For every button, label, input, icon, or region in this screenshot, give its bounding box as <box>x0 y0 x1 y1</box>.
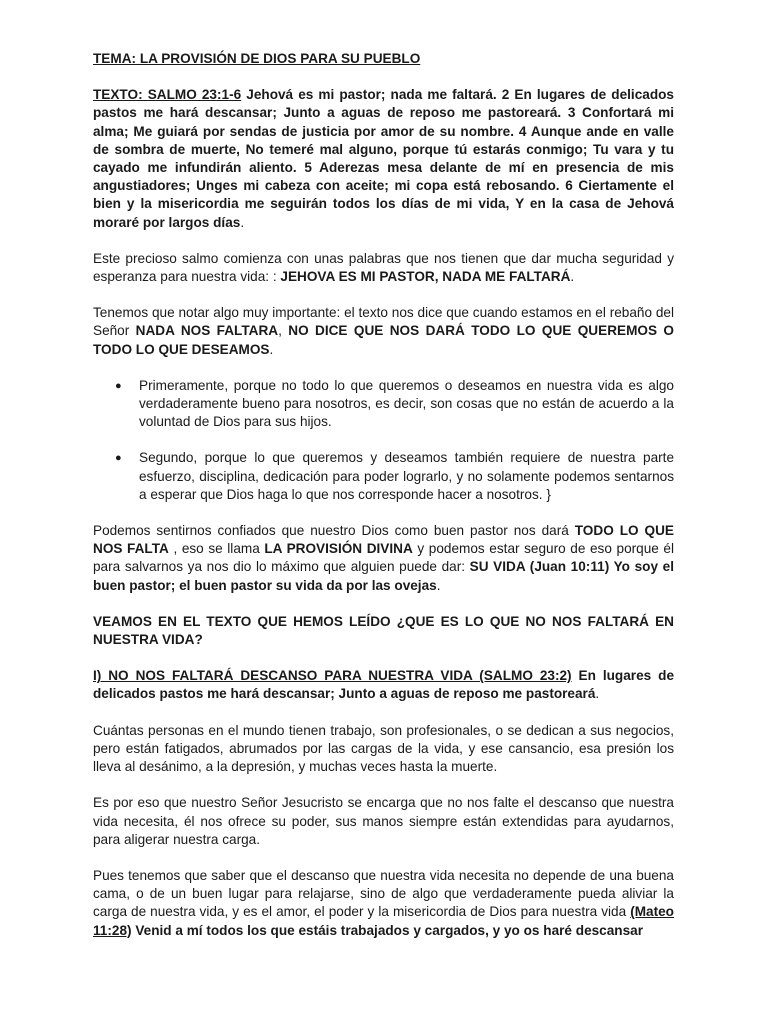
list-item <box>93 377 674 432</box>
notice-emphasis-1: NADA NOS FALTARA <box>135 323 279 339</box>
list-item-text: Primeramente, porque no todo lo que queremos o deseamos en nuestra vida es algo verdaderamente bueno para nosotros, es decir, son cosas que no están de acuerdo a la voluntad de Dios para sus hijos. <box>139 377 674 430</box>
notice-end: . <box>269 341 274 357</box>
notice-text-2: , <box>278 323 289 339</box>
intro-emphasis: JEHOVA ES MI PASTOR, NADA ME FALTARÁ <box>280 269 571 285</box>
provision-emphasis-3: SU VIDA (Juan 10:11) Yo soy el buen pastor; el buen pastor su vida da por las ovejas <box>93 559 674 593</box>
section-1-quote: En lugares de delicados pastos me hará descansar; Junto a aguas de reposo me pastoreará <box>93 668 675 702</box>
provision-paragraph <box>93 522 674 595</box>
main-text-paragraph <box>93 86 674 232</box>
list-item <box>93 449 674 504</box>
intro-paragraph <box>93 250 674 286</box>
sermon-theme-heading <box>93 50 674 68</box>
list-item-text: Segundo, porque lo que queremos y deseamos también requiere de nuestra parte esfuerzo, disciplina, dedicación para poder lograrlo, y no solamente podemos sentarnos a esperar que Dios haga lo que nos corresponde hacer a nosotros. } <box>139 450 674 502</box>
section-1-paragraph <box>93 667 674 703</box>
relief-quote: Venid a mí todos los que estáis trabajados y cargados, y yo os haré descansar <box>131 922 644 938</box>
provision-text-3: y podemos estar seguro de eso porque él para salvarnos ya nos dio lo máximo que alguien puede dar: <box>93 541 675 575</box>
rest-paragraph: Es por eso que nuestro Señor Jesucristo se encarga que no nos falte el descanso que nuestra vida necesita, él nos ofrece su poder, sus manos siempre están extendidas para ayudarnos, para aligerar nuestra carga. <box>93 795 674 847</box>
main-text-end: . <box>240 214 245 230</box>
intro-end: . <box>570 269 575 285</box>
reasons-list <box>93 377 674 504</box>
bullet-icon: ● <box>115 452 122 465</box>
bullet-icon: ● <box>115 379 122 392</box>
provision-text-2: , eso se llama <box>168 541 265 557</box>
main-text-body: Jehová es mi pastor; nada me faltará. 2 En lugares de delicados pastos me hará descansar; Junto a aguas de reposo me pastoreará. 3 Confortará mi alma; Me guiará por sendas de justicia por amor de su nombre. 4 Aunque ande en valle de sombra de muerte, No temeré mal alguno, porque tú estarás conmigo; Tu vara y tu cayado me infundirán aliento. 5 Aderezas mesa delante de mí en presencia de mis angustiadores; Unges mi cabeza con aceite; mi copa está rebosando. 6 Ciertamente el bien y la misericordia me seguirán todos los días de mi vida, Y en la casa de Jehová moraré por largos días <box>93 87 674 230</box>
main-text-reference: TEXTO: SALMO 23:1-6 <box>93 87 242 103</box>
relief-text: Pues tenemos que saber que el descanso que nuestra vida necesita no depende de una buena cama, o de un buen lugar para relajarse, sino de algo que verdaderamente pueda aliviar la carga de nuestra vida, y es el amor, el poder y la misericordia de Dios para nuestra vida <box>93 867 674 920</box>
section-1-end: . <box>595 686 600 702</box>
provision-emphasis-1: TODO LO QUE NOS FALTA <box>93 523 674 557</box>
section-1-title: I) NO NOS FALTARÁ DESCANSO PARA NUESTRA VIDA (SALMO 23:2) <box>93 668 572 684</box>
provision-emphasis-2: LA PROVISIÓN DIVINA <box>264 541 413 557</box>
relief-reference: (Mateo 11:28) <box>93 904 674 938</box>
notice-text-1: Tenemos que notar algo muy importante: el texto nos dice que cuando estamos en el rebaño del Señor <box>93 305 674 339</box>
intro-text: Este precioso salmo comienza con unas palabras que nos tienen que dar mucha seguridad y esperanza para nuestra vida: : <box>93 250 674 285</box>
theme-title: TEMA: LA PROVISIÓN DE DIOS PARA SU PUEBLO <box>93 51 421 66</box>
section-question-heading: VEAMOS EN EL TEXTO QUE HEMOS LEÍDO ¿QUE ES LO QUE NO NOS FALTARÁ EN NUESTRA VIDA? <box>93 613 674 648</box>
fatigue-paragraph: Cuántas personas en el mundo tienen trabajo, son profesionales, o se dedican a sus negocios, pero están fatigados, abrumados por las cargas de la vida, y ese cansancio, esa presión los lleva al desánimo, a la depresión, y muchas veces hasta la muerte. <box>93 722 674 775</box>
relief-paragraph <box>93 867 674 940</box>
notice-emphasis-2: NO DICE QUE NOS DARÁ TODO LO QUE QUEREMOS O TODO LO QUE DESEAMOS <box>93 323 675 357</box>
provision-text-1: Podemos sentirnos confiados que nuestro Dios como buen pastor nos dará <box>93 523 575 539</box>
provision-end: . <box>436 577 441 593</box>
notice-paragraph <box>93 304 674 359</box>
